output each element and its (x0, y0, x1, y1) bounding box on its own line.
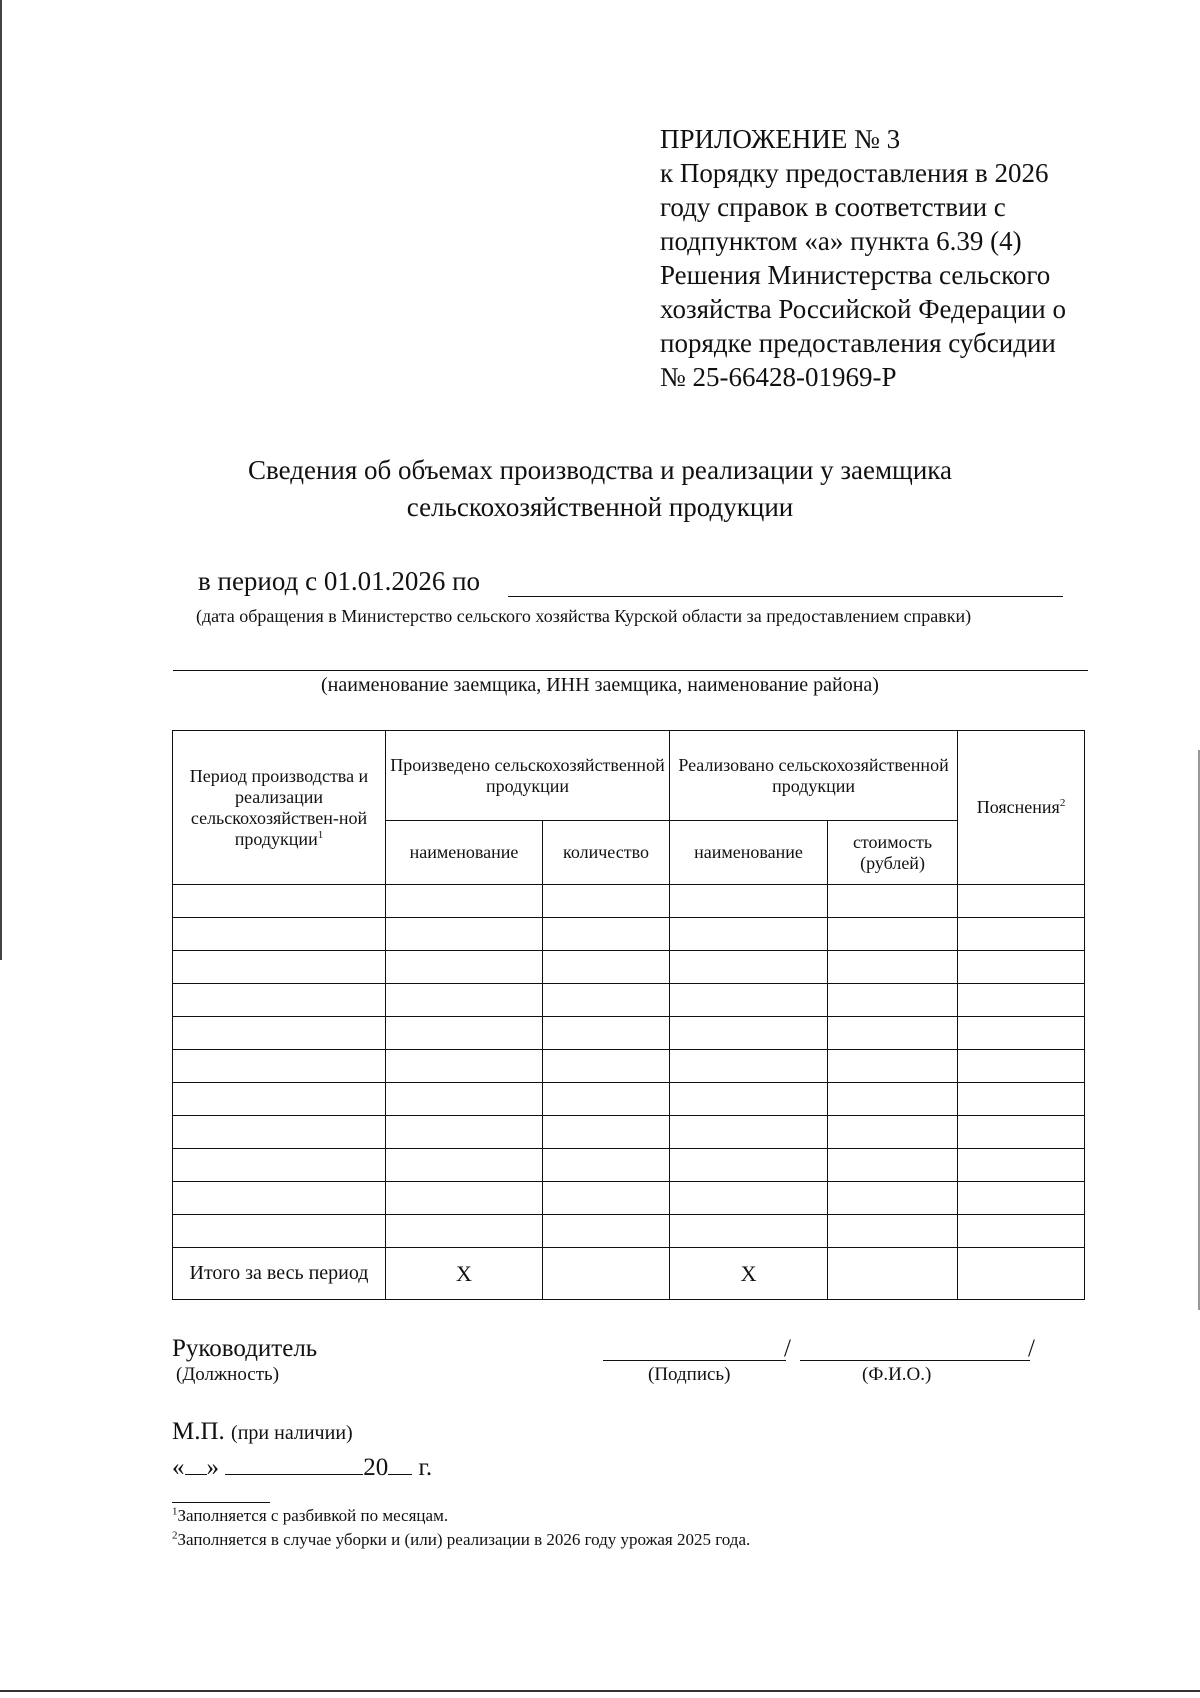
separator-slash: / (784, 1335, 791, 1362)
appendix-line: к Порядку предоставления в 2026 (660, 158, 1049, 188)
head-label: Руководитель (172, 1335, 318, 1362)
table-cell[interactable] (828, 1149, 958, 1182)
year-prefix: 20 (363, 1454, 389, 1481)
appendix-line: Решения Министерства сельского (660, 260, 1051, 290)
table-cell[interactable] (958, 1083, 1085, 1116)
date-line (172, 1450, 432, 1482)
document-title-line: сельскохозяйственной продукции (406, 492, 794, 522)
table-cell[interactable] (543, 951, 670, 984)
footnote-1: $^1$Заполняется с разбивкой по месяцам. (172, 1505, 449, 1525)
quote-close: » (206, 1454, 219, 1481)
table-row (173, 885, 1085, 918)
table-cell[interactable] (386, 984, 543, 1017)
table-cell[interactable] (386, 1215, 543, 1248)
table-cell[interactable] (543, 1215, 670, 1248)
table-cell[interactable] (670, 1050, 828, 1083)
document-title (0, 452, 1200, 526)
table-cell[interactable] (386, 1017, 543, 1050)
header-quantity: количество (543, 821, 670, 885)
borrower-hint: (наименование заемщика, ИНН заемщика, наименование района) (321, 674, 879, 696)
table-cell[interactable] (543, 1017, 670, 1050)
day-field[interactable] (185, 1450, 207, 1475)
table-cell[interactable] (958, 1149, 1085, 1182)
table-cell[interactable] (828, 1083, 958, 1116)
position-hint: (Должность) (176, 1364, 280, 1385)
total-quantity-cell[interactable] (543, 1248, 670, 1300)
header-period: Период производства и реализации сельскохозяйствен-ной продукции$^1$ (173, 731, 386, 885)
table-cell[interactable] (386, 918, 543, 951)
table-cell[interactable] (958, 1116, 1085, 1149)
quote-open: « (172, 1454, 185, 1481)
header-name-sold: наименование (670, 821, 828, 885)
appendix-header (660, 122, 1160, 394)
total-x-mark: X (670, 1248, 828, 1300)
stamp-note: (при наличии) (231, 1422, 353, 1444)
table-cell[interactable] (386, 1149, 543, 1182)
table-cell[interactable] (670, 1149, 828, 1182)
table-cell[interactable] (543, 1116, 670, 1149)
table-cell[interactable] (828, 885, 958, 918)
month-field[interactable] (225, 1450, 363, 1475)
footnote-2: $^2$Заполняется в случае уборки и (или) реализации в 2026 году урожая 2025 года. (172, 1529, 751, 1549)
header-cost: стоимость (рублей) (828, 821, 958, 885)
full-name-hint: (Ф.И.О.) (862, 1364, 932, 1385)
table-cell[interactable] (958, 918, 1085, 951)
table-cell[interactable] (173, 1050, 386, 1083)
signature-field[interactable] (603, 1360, 786, 1361)
table-cell[interactable] (670, 1116, 828, 1149)
table-cell[interactable] (543, 1050, 670, 1083)
table-cell[interactable] (386, 1182, 543, 1215)
appendix-line: ПРИЛОЖЕНИЕ № 3 (660, 124, 901, 154)
table-cell[interactable] (173, 1182, 386, 1215)
table-cell[interactable] (670, 984, 828, 1017)
total-notes-cell[interactable] (958, 1248, 1085, 1300)
table-row (173, 1050, 1085, 1083)
table-cell[interactable] (173, 918, 386, 951)
table-row (173, 1017, 1085, 1050)
table-cell[interactable] (670, 1182, 828, 1215)
table-cell[interactable] (670, 1017, 828, 1050)
table-total-row (173, 1248, 1085, 1300)
table-cell[interactable] (543, 1083, 670, 1116)
table-cell[interactable] (543, 1149, 670, 1182)
separator-slash: / (1028, 1335, 1035, 1362)
table-cell[interactable] (958, 885, 1085, 918)
total-cost-cell[interactable] (828, 1248, 958, 1300)
stamp-label: М.П. (172, 1418, 225, 1445)
table-cell[interactable] (173, 1215, 386, 1248)
year-field[interactable] (388, 1450, 412, 1475)
total-label: Итого за весь период (173, 1248, 386, 1300)
table-row (173, 951, 1085, 984)
appendix-line: порядке предоставления субсидии (660, 328, 1056, 358)
table-cell[interactable] (670, 1215, 828, 1248)
table-cell[interactable] (670, 1083, 828, 1116)
scan-bottom-edge (0, 1690, 1200, 1692)
table-cell[interactable] (386, 1083, 543, 1116)
year-suffix: г. (418, 1454, 433, 1481)
signature-hint: (Подпись) (648, 1364, 731, 1385)
production-sales-table (172, 730, 1085, 1300)
table-cell[interactable] (828, 1017, 958, 1050)
table-cell[interactable] (386, 951, 543, 984)
table-cell[interactable] (386, 1050, 543, 1083)
table-cell[interactable] (958, 1050, 1085, 1083)
table-cell[interactable] (958, 951, 1085, 984)
table-cell[interactable] (173, 1149, 386, 1182)
table-row (173, 984, 1085, 1017)
table-cell[interactable] (543, 918, 670, 951)
appendix-line: № 25-66428-01969-Р (660, 362, 897, 392)
table-row (173, 1149, 1085, 1182)
table-cell[interactable] (958, 1215, 1085, 1248)
appendix-line: подпунктом «а» пункта 6.39 (4) (660, 226, 1022, 256)
table-cell[interactable] (543, 885, 670, 918)
table-cell[interactable] (173, 984, 386, 1017)
table-cell[interactable] (543, 1182, 670, 1215)
table-row (173, 1215, 1085, 1248)
table-cell[interactable] (828, 1050, 958, 1083)
table-cell[interactable] (828, 1215, 958, 1248)
table-cell[interactable] (828, 1116, 958, 1149)
table-cell[interactable] (670, 918, 828, 951)
table-cell[interactable] (958, 1017, 1085, 1050)
table-cell[interactable] (670, 885, 828, 918)
table-cell[interactable] (386, 1116, 543, 1149)
table-cell[interactable] (828, 918, 958, 951)
table-cell[interactable] (828, 1182, 958, 1215)
table-cell[interactable] (173, 1116, 386, 1149)
header-name-produced: наименование (386, 821, 543, 885)
table-row (173, 1116, 1085, 1149)
header-sold: Реализовано сельскохозяйственной продукции (670, 731, 958, 821)
table-row (173, 1182, 1085, 1215)
table-cell[interactable] (543, 984, 670, 1017)
table-cell[interactable] (670, 951, 828, 984)
header-notes: Пояснения$^2$ (958, 731, 1085, 885)
table-cell[interactable] (958, 1182, 1085, 1215)
full-name-field[interactable] (800, 1360, 1030, 1361)
period-hint: (дата обращения в Министерство сельского хозяйства Курской области за предоставлением справки) (196, 606, 972, 626)
total-x-mark: X (386, 1248, 543, 1300)
footnote-separator (172, 1502, 270, 1503)
table-row (173, 918, 1085, 951)
table-cell[interactable] (173, 1083, 386, 1116)
header-produced: Произведено сельскохозяйственной продукции (386, 731, 670, 821)
borrower-field[interactable] (173, 670, 1088, 671)
appendix-line: хозяйства Российской Федерации о (660, 294, 1066, 324)
table-cell[interactable] (386, 885, 543, 918)
table-cell[interactable] (828, 984, 958, 1017)
table-cell[interactable] (958, 984, 1085, 1017)
table-cell[interactable] (173, 885, 386, 918)
period-label: в период с 01.01.2026 по (198, 566, 481, 596)
table-cell[interactable] (173, 951, 386, 984)
appendix-line: году справок в соответствии с (660, 192, 1006, 222)
stamp-line (172, 1418, 353, 1446)
table-cell[interactable] (173, 1017, 386, 1050)
table-cell[interactable] (828, 951, 958, 984)
document-title-line: Сведения об объемах производства и реализации у заемщика (248, 455, 952, 485)
table-header-row (173, 731, 1085, 821)
table-row (173, 1083, 1085, 1116)
period-end-date-field[interactable] (508, 596, 1063, 597)
